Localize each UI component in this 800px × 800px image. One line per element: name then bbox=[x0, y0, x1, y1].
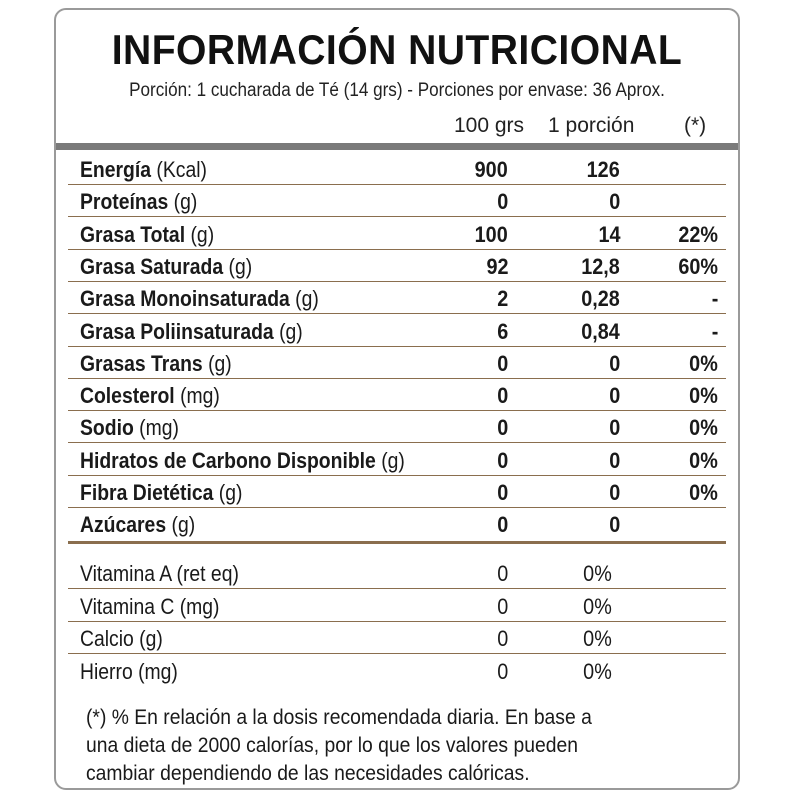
value-per-portion: 0 bbox=[608, 350, 620, 376]
nutrient-label bbox=[80, 189, 197, 215]
value-per-portion: 0 bbox=[608, 383, 620, 409]
table-row bbox=[56, 622, 738, 654]
value-per-100g: 0 bbox=[496, 189, 508, 215]
footnote-line: una dieta de 2000 calorías, por lo que los valores pueden bbox=[86, 734, 578, 757]
nutrient-name: Grasa Poliinsaturada bbox=[80, 318, 274, 344]
nutrient-label bbox=[80, 286, 319, 312]
value-per-portion: 12,8 bbox=[581, 253, 620, 279]
value-per-100g: 900 bbox=[474, 157, 508, 182]
value-per-portion: 0% bbox=[583, 626, 612, 651]
table-row bbox=[56, 250, 738, 282]
value-per-portion: 0% bbox=[583, 561, 612, 586]
nutrient-unit: (g) bbox=[173, 189, 198, 215]
nutrient-unit: (mg) bbox=[139, 415, 179, 441]
value-per-100g: 0 bbox=[496, 480, 508, 505]
value-daily-percent: 22% bbox=[678, 221, 718, 247]
column-header-100g: 100 grs bbox=[454, 114, 525, 137]
nutrient-label bbox=[80, 415, 179, 441]
value-per-100g: 92 bbox=[485, 253, 508, 279]
nutrient-name: Colesterol bbox=[80, 383, 175, 409]
nutrient-label bbox=[80, 512, 195, 538]
nutrient-label bbox=[80, 383, 220, 409]
page-title: INFORMACIÓN NUTRICIONAL bbox=[111, 26, 683, 73]
value-per-100g: 0 bbox=[496, 626, 508, 651]
table-row bbox=[56, 508, 738, 540]
nutrient-label bbox=[80, 254, 252, 280]
table-row bbox=[56, 153, 738, 185]
nutrient-label bbox=[80, 319, 303, 345]
footnote bbox=[86, 704, 675, 788]
vitamin-label: Hierro (mg) bbox=[80, 658, 178, 684]
value-daily-percent: 0% bbox=[689, 415, 718, 441]
table-row bbox=[56, 655, 738, 687]
table-row bbox=[56, 282, 738, 314]
table-row bbox=[56, 315, 738, 347]
table-row bbox=[56, 411, 738, 443]
nutrient-unit: (g) bbox=[208, 350, 232, 376]
nutrient-name: Grasa Total bbox=[80, 221, 186, 247]
nutrient-label bbox=[80, 480, 242, 506]
value-daily-percent: - bbox=[711, 318, 718, 344]
nutrient-label bbox=[80, 157, 207, 183]
nutrient-unit: (g) bbox=[171, 512, 196, 538]
nutrient-label bbox=[80, 448, 405, 474]
value-per-100g: 0 bbox=[496, 447, 508, 473]
nutrient-unit: (g) bbox=[295, 286, 319, 312]
table-row bbox=[56, 590, 738, 622]
nutrient-unit: (mg) bbox=[180, 383, 220, 409]
value-per-portion: 0 bbox=[608, 512, 620, 538]
table-row bbox=[56, 379, 738, 411]
nutrient-unit: (g) bbox=[190, 221, 215, 247]
value-per-100g: 0 bbox=[496, 593, 508, 619]
header-divider bbox=[56, 143, 738, 150]
nutrient-label bbox=[80, 222, 214, 248]
value-per-portion: 0 bbox=[608, 189, 620, 215]
value-per-portion: 0 bbox=[608, 480, 620, 505]
nutrient-name: Grasa Saturada bbox=[80, 253, 224, 279]
section-divider bbox=[68, 541, 726, 544]
nutrient-unit: (Kcal) bbox=[156, 157, 207, 182]
nutrient-unit: (g) bbox=[381, 447, 405, 473]
value-per-100g: 0 bbox=[496, 415, 508, 441]
value-per-portion: 0 bbox=[608, 415, 620, 441]
nutrient-unit: (g) bbox=[228, 253, 253, 279]
value-daily-percent: 0% bbox=[689, 383, 718, 409]
nutrient-name: Fibra Dietética bbox=[80, 480, 214, 505]
footnote-line: (*) % En relación a la dosis recomendada diaria. En base a bbox=[86, 706, 592, 729]
value-per-100g: 0 bbox=[496, 350, 508, 376]
value-daily-percent: 0% bbox=[689, 480, 718, 505]
nutrient-name: Sodio bbox=[80, 415, 134, 441]
nutrient-name: Proteínas bbox=[80, 189, 169, 215]
table-row bbox=[56, 557, 738, 589]
nutrient-name: Energía bbox=[80, 157, 152, 182]
value-per-100g: 0 bbox=[496, 658, 508, 684]
column-header-portion: 1 porción bbox=[548, 114, 635, 137]
nutrient-unit: (g) bbox=[279, 318, 303, 344]
table-row bbox=[56, 476, 738, 508]
value-per-100g: 0 bbox=[496, 561, 508, 586]
table-row bbox=[56, 444, 738, 476]
value-per-100g: 0 bbox=[496, 383, 508, 409]
value-per-portion: 0,84 bbox=[581, 318, 620, 344]
value-daily-percent: 0% bbox=[689, 447, 718, 473]
table-row bbox=[56, 347, 738, 379]
portion-info: Porción: 1 cucharada de Té (14 grs) - Porciones por envase: 36 Aprox. bbox=[129, 80, 665, 101]
value-per-portion: 14 bbox=[597, 221, 620, 247]
value-per-100g: 6 bbox=[496, 318, 508, 344]
value-per-100g: 100 bbox=[474, 221, 508, 247]
table-row bbox=[56, 218, 738, 250]
nutrient-name: Azúcares bbox=[80, 512, 167, 538]
value-per-portion: 0% bbox=[583, 658, 612, 684]
nutrient-name: Hidratos de Carbono Disponible bbox=[80, 447, 376, 473]
nutrient-unit: (g) bbox=[218, 480, 243, 505]
value-daily-percent: - bbox=[711, 286, 718, 312]
value-daily-percent: 60% bbox=[678, 253, 718, 279]
vitamin-label: Calcio (g) bbox=[80, 626, 163, 651]
value-per-portion: 0 bbox=[608, 447, 620, 473]
nutrition-facts-panel bbox=[54, 8, 740, 790]
nutrient-label bbox=[80, 351, 232, 377]
value-per-portion: 0,28 bbox=[581, 286, 620, 312]
nutrient-name: Grasa Monoinsaturada bbox=[80, 286, 290, 312]
value-per-portion: 0% bbox=[583, 593, 612, 619]
value-daily-percent: 0% bbox=[689, 350, 718, 376]
footnote-line: cambiar dependiendo de las necesidades calóricas. bbox=[86, 762, 530, 785]
nutrient-name: Grasas Trans bbox=[80, 350, 203, 376]
value-per-portion: 126 bbox=[586, 157, 620, 182]
value-per-100g: 2 bbox=[496, 286, 508, 312]
vitamin-label: Vitamina C (mg) bbox=[80, 593, 220, 619]
value-per-100g: 0 bbox=[496, 512, 508, 538]
column-header-daily-value: (*) bbox=[684, 114, 707, 137]
table-row bbox=[56, 185, 738, 217]
vitamin-label: Vitamina A (ret eq) bbox=[80, 561, 239, 586]
